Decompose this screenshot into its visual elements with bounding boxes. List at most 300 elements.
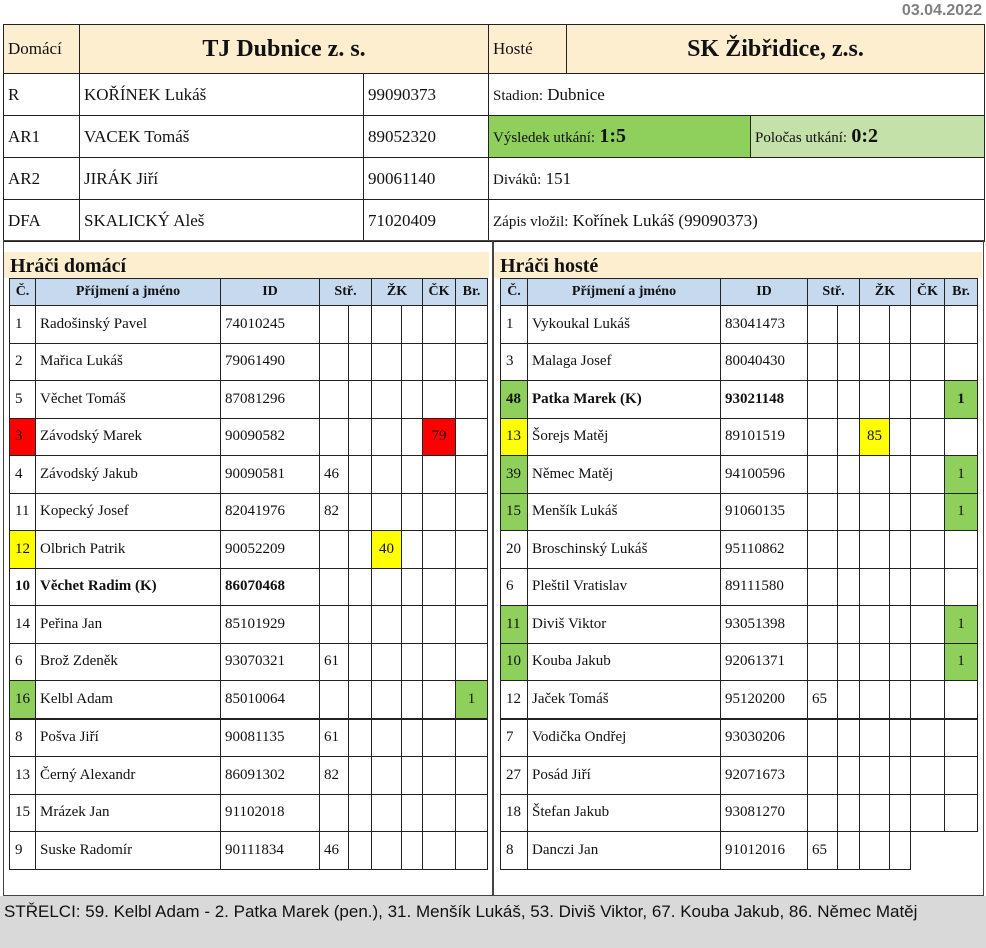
player-goals (456, 531, 488, 569)
player-number: 10 (501, 643, 528, 681)
away-players-title: Hráči hosté (494, 252, 982, 278)
player-id: 93030206 (721, 719, 808, 757)
player-goals (456, 794, 488, 832)
player-substitution (808, 757, 838, 795)
home-players-title: Hráči domácí (4, 252, 489, 278)
player-substitution: 61 (320, 719, 349, 757)
away-players-table (500, 278, 978, 870)
player-id: 86091302 (221, 757, 320, 795)
player-name: Brož Zdeněk (36, 643, 221, 681)
player-row (501, 531, 978, 569)
player-substitution-extra (838, 643, 860, 681)
player-id: 89111580 (721, 568, 808, 606)
player-red-card (911, 418, 945, 456)
player-row (10, 794, 488, 832)
entered-value: Kořínek Lukáš (99090373) (572, 210, 758, 230)
player-yellow-card (860, 606, 890, 644)
player-yellow-card-extra (402, 719, 423, 757)
player-substitution-extra (349, 306, 372, 344)
player-substitution-extra (349, 456, 372, 494)
spectators-label: Diváků: (493, 171, 542, 188)
home-label: Domácí (4, 25, 80, 74)
player-number: 7 (501, 719, 528, 757)
player-number: 39 (501, 456, 528, 494)
player-name: Závodský Marek (36, 418, 221, 456)
player-yellow-card-extra (890, 381, 911, 419)
player-row (10, 681, 488, 719)
entered-label: Zápis vložil: (493, 213, 569, 230)
player-yellow-card-extra (402, 306, 423, 344)
col-no: Č. (501, 279, 528, 306)
official-role: AR1 (4, 116, 80, 158)
player-red-card (423, 306, 456, 344)
player-yellow-card-extra (890, 643, 911, 681)
player-id: 90052209 (221, 531, 320, 569)
player-row (501, 306, 978, 344)
player-id: 89101519 (721, 418, 808, 456)
player-row (10, 306, 488, 344)
player-red-card (911, 306, 945, 344)
col-shots: Stř. (808, 279, 860, 306)
player-substitution (320, 681, 349, 719)
player-id: 74010245 (221, 306, 320, 344)
player-substitution (320, 418, 349, 456)
player-substitution (808, 606, 838, 644)
player-yellow-card-extra (402, 531, 423, 569)
player-substitution (320, 568, 349, 606)
official-row (4, 200, 489, 242)
player-id: 93070321 (221, 643, 320, 681)
player-name: Kouba Jakub (528, 643, 721, 681)
player-yellow-card (372, 418, 402, 456)
player-goals (945, 343, 978, 381)
official-row (4, 74, 489, 116)
player-number: 12 (501, 681, 528, 719)
player-yellow-card-extra (890, 794, 911, 832)
player-id: 91012016 (721, 832, 808, 870)
player-yellow-card-extra (890, 757, 911, 795)
col-yellow: ŽK (860, 279, 911, 306)
player-substitution-extra (349, 381, 372, 419)
col-goals: Br. (945, 279, 978, 306)
official-name: SKALICKÝ Aleš (80, 200, 364, 242)
player-red-card (911, 681, 945, 719)
player-red-card (911, 343, 945, 381)
player-yellow-card (860, 568, 890, 606)
player-yellow-card (860, 306, 890, 344)
player-number: 8 (501, 832, 528, 870)
official-name: KOŘÍNEK Lukáš (80, 74, 364, 116)
player-substitution-extra (838, 456, 860, 494)
player-name: Mrázek Jan (36, 794, 221, 832)
player-yellow-card (372, 719, 402, 757)
player-row (501, 568, 978, 606)
player-substitution-extra (349, 643, 372, 681)
player-red-card (423, 381, 456, 419)
player-number: 3 (501, 343, 528, 381)
player-id: 91060135 (721, 493, 808, 531)
official-role: DFA (4, 200, 80, 242)
player-substitution-extra (838, 757, 860, 795)
player-yellow-card (372, 493, 402, 531)
player-name: Kelbl Adam (36, 681, 221, 719)
player-id: 91102018 (221, 794, 320, 832)
player-red-card (423, 794, 456, 832)
official-role: AR2 (4, 158, 80, 200)
player-row (10, 456, 488, 494)
player-yellow-card (372, 681, 402, 719)
player-name: Vykoukal Lukáš (528, 306, 721, 344)
player-red-card (423, 832, 456, 870)
player-id: 94100596 (721, 456, 808, 494)
player-goals (945, 719, 978, 757)
player-id: 87081296 (221, 381, 320, 419)
player-yellow-card-extra (890, 456, 911, 494)
player-red-card (423, 456, 456, 494)
player-yellow-card-extra (890, 418, 911, 456)
player-yellow-card-extra (402, 456, 423, 494)
player-substitution (320, 794, 349, 832)
player-red-card (423, 643, 456, 681)
official-id: 71020409 (364, 200, 489, 242)
player-red-card (423, 757, 456, 795)
player-goals (945, 757, 978, 795)
player-goals (456, 343, 488, 381)
player-substitution-extra (838, 719, 860, 757)
player-red-card (911, 456, 945, 494)
player-goals: 1 (945, 643, 978, 681)
player-yellow-card (860, 343, 890, 381)
player-substitution-extra (349, 568, 372, 606)
player-goals (456, 306, 488, 344)
official-name: VACEK Tomáš (80, 116, 364, 158)
halftime-label: Poločas utkání: (755, 130, 848, 146)
official-row (4, 116, 489, 158)
player-yellow-card (860, 681, 890, 719)
player-name: Diviš Viktor (528, 606, 721, 644)
player-goals (456, 643, 488, 681)
player-number: 15 (501, 493, 528, 531)
official-id: 89052320 (364, 116, 489, 158)
player-substitution-extra (349, 832, 372, 870)
player-yellow-card-extra (402, 381, 423, 419)
player-red-card (911, 381, 945, 419)
player-number: 10 (10, 568, 36, 606)
player-number: 5 (10, 381, 36, 419)
player-row (10, 568, 488, 606)
player-red-card (423, 719, 456, 757)
player-goals (456, 719, 488, 757)
player-row (501, 832, 978, 870)
player-substitution-extra (838, 343, 860, 381)
player-number: 15 (10, 794, 36, 832)
player-id: 90111834 (221, 832, 320, 870)
player-yellow-card (860, 832, 890, 870)
player-yellow-card (860, 757, 890, 795)
player-name: Štefan Jakub (528, 794, 721, 832)
player-row (10, 606, 488, 644)
player-number: 18 (501, 794, 528, 832)
player-name: Pošva Jiří (36, 719, 221, 757)
player-number: 4 (10, 456, 36, 494)
player-substitution-extra (838, 606, 860, 644)
col-red: ČK (911, 279, 945, 306)
player-number: 20 (501, 531, 528, 569)
player-yellow-card: 85 (860, 418, 890, 456)
player-name: Šorejs Matěj (528, 418, 721, 456)
player-yellow-card (372, 643, 402, 681)
player-yellow-card-extra (402, 606, 423, 644)
player-yellow-card (860, 456, 890, 494)
player-substitution (808, 794, 838, 832)
player-yellow-card-extra (890, 606, 911, 644)
player-yellow-card-extra (890, 719, 911, 757)
player-id: 79061490 (221, 343, 320, 381)
col-shots: Stř. (320, 279, 372, 306)
player-id: 90090581 (221, 456, 320, 494)
player-name: Věchet Radim (K) (36, 568, 221, 606)
player-substitution-extra (838, 832, 860, 870)
player-substitution (808, 568, 838, 606)
player-row (501, 794, 978, 832)
match-date: 03.04.2022 (901, 2, 982, 19)
player-row (501, 456, 978, 494)
player-yellow-card (372, 306, 402, 344)
player-row (10, 643, 488, 681)
player-name: Jaček Tomáš (528, 681, 721, 719)
player-yellow-card (860, 531, 890, 569)
player-number: 1 (501, 306, 528, 344)
player-yellow-card-extra (402, 794, 423, 832)
player-number: 16 (10, 681, 36, 719)
player-red-card (423, 493, 456, 531)
official-id: 99090373 (364, 74, 489, 116)
player-goals (945, 418, 978, 456)
player-substitution-extra (349, 681, 372, 719)
spectators-value: 151 (545, 168, 572, 188)
player-red-card (911, 757, 945, 795)
result-label: Výsledek utkání: (493, 130, 596, 146)
col-goals: Br. (456, 279, 488, 306)
player-id: 86070468 (221, 568, 320, 606)
result-cell (489, 116, 751, 158)
player-yellow-card-extra (402, 493, 423, 531)
player-yellow-card-extra (402, 643, 423, 681)
player-name: Broschinský Lukáš (528, 531, 721, 569)
player-name: Malaga Josef (528, 343, 721, 381)
player-substitution (808, 306, 838, 344)
player-substitution-extra (838, 681, 860, 719)
away-team-name: SK Žibřidice, z.s. (567, 25, 985, 74)
official-role: R (4, 74, 80, 116)
player-red-card (911, 719, 945, 757)
player-red-card: 79 (423, 418, 456, 456)
player-substitution (320, 531, 349, 569)
player-substitution-extra (838, 381, 860, 419)
player-name: Posád Jiří (528, 757, 721, 795)
player-yellow-card-extra (890, 681, 911, 719)
col-no: Č. (10, 279, 36, 306)
player-name: Pleštil Vratislav (528, 568, 721, 606)
player-row (501, 606, 978, 644)
player-name: Věchet Tomáš (36, 381, 221, 419)
player-yellow-card (860, 643, 890, 681)
col-id: ID (221, 279, 320, 306)
player-name: Mařica Lukáš (36, 343, 221, 381)
player-yellow-card-extra (402, 418, 423, 456)
player-red-card (423, 681, 456, 719)
away-label: Hosté (489, 25, 567, 74)
player-yellow-card (372, 606, 402, 644)
player-substitution-extra (838, 531, 860, 569)
player-id: 92071673 (721, 757, 808, 795)
player-name: Danczi Jan (528, 832, 721, 870)
player-substitution (808, 456, 838, 494)
player-row (501, 681, 978, 719)
player-substitution: 82 (320, 493, 349, 531)
player-goals (945, 681, 978, 719)
col-red: ČK (423, 279, 456, 306)
player-yellow-card (860, 719, 890, 757)
player-yellow-card (372, 794, 402, 832)
player-red-card (911, 493, 945, 531)
player-substitution (320, 381, 349, 419)
player-substitution: 46 (320, 832, 349, 870)
player-yellow-card (372, 381, 402, 419)
player-yellow-card-extra (402, 757, 423, 795)
player-id: 90090582 (221, 418, 320, 456)
player-name: Olbrich Patrik (36, 531, 221, 569)
away-header-table (488, 24, 985, 242)
player-row (501, 343, 978, 381)
player-number: 6 (10, 643, 36, 681)
player-goals: 1 (945, 493, 978, 531)
result-value: 1:5 (599, 125, 626, 147)
player-goals (456, 568, 488, 606)
player-red-card (423, 568, 456, 606)
col-yellow: ŽK (372, 279, 423, 306)
player-row (501, 643, 978, 681)
player-yellow-card-extra (890, 493, 911, 531)
home-players-table (9, 278, 488, 870)
player-goals (945, 568, 978, 606)
player-row (501, 757, 978, 795)
player-row (501, 418, 978, 456)
player-yellow-card-extra (402, 832, 423, 870)
player-yellow-card (860, 794, 890, 832)
player-number: 12 (10, 531, 36, 569)
col-name: Příjmení a jméno (36, 279, 221, 306)
player-yellow-card (860, 493, 890, 531)
player-name: Kopecký Josef (36, 493, 221, 531)
player-name: Suske Radomír (36, 832, 221, 870)
player-name: Menšík Lukáš (528, 493, 721, 531)
player-substitution (808, 531, 838, 569)
player-name: Radošinský Pavel (36, 306, 221, 344)
player-number: 2 (10, 343, 36, 381)
player-substitution-extra (838, 568, 860, 606)
player-substitution: 65 (808, 681, 838, 719)
player-goals (945, 832, 978, 870)
player-number: 3 (10, 418, 36, 456)
player-number: 11 (501, 606, 528, 644)
halftime-cell (751, 116, 985, 158)
player-substitution: 46 (320, 456, 349, 494)
player-id: 83041473 (721, 306, 808, 344)
player-name: Peřina Jan (36, 606, 221, 644)
halftime-value: 0:2 (851, 125, 878, 147)
player-id: 90081135 (221, 719, 320, 757)
player-number: 9 (10, 832, 36, 870)
player-substitution-extra (349, 343, 372, 381)
player-number: 8 (10, 719, 36, 757)
player-row (501, 719, 978, 757)
col-id: ID (721, 279, 808, 306)
col-name: Příjmení a jméno (528, 279, 721, 306)
player-yellow-card (372, 832, 402, 870)
player-id: 95120200 (721, 681, 808, 719)
player-yellow-card-extra (402, 681, 423, 719)
official-id: 90061140 (364, 158, 489, 200)
player-substitution (808, 381, 838, 419)
player-substitution (808, 493, 838, 531)
home-header-table (3, 24, 489, 242)
player-substitution-extra (838, 794, 860, 832)
player-red-card (423, 343, 456, 381)
stadium-cell (489, 74, 985, 116)
player-substitution (808, 418, 838, 456)
player-id: 85101929 (221, 606, 320, 644)
player-row (10, 418, 488, 456)
player-id: 92061371 (721, 643, 808, 681)
player-id: 85010064 (221, 681, 320, 719)
player-goals (456, 381, 488, 419)
player-id: 93051398 (721, 606, 808, 644)
player-red-card (911, 606, 945, 644)
player-yellow-card-extra (890, 832, 911, 870)
player-substitution (808, 719, 838, 757)
spectators-cell (489, 158, 985, 200)
player-yellow-card: 40 (372, 531, 402, 569)
player-goals (945, 306, 978, 344)
player-yellow-card-extra (890, 568, 911, 606)
player-substitution: 61 (320, 643, 349, 681)
player-row (10, 381, 488, 419)
player-number: 13 (10, 757, 36, 795)
player-substitution-extra (349, 757, 372, 795)
player-goals: 1 (945, 606, 978, 644)
player-name: Němec Matěj (528, 456, 721, 494)
player-goals (456, 832, 488, 870)
player-red-card (423, 531, 456, 569)
player-goals: 1 (945, 381, 978, 419)
official-row (4, 158, 489, 200)
stadium-label: Stadion: (493, 87, 544, 104)
player-number: 48 (501, 381, 528, 419)
player-name: Patka Marek (K) (528, 381, 721, 419)
player-id: 93021148 (721, 381, 808, 419)
player-goals: 1 (456, 681, 488, 719)
player-red-card (911, 568, 945, 606)
player-yellow-card-extra (402, 568, 423, 606)
player-substitution (320, 606, 349, 644)
player-goals (456, 418, 488, 456)
stadium-value: Dubnice (547, 84, 605, 104)
player-goals (456, 606, 488, 644)
player-yellow-card (372, 757, 402, 795)
player-number: 14 (10, 606, 36, 644)
player-yellow-card (372, 456, 402, 494)
